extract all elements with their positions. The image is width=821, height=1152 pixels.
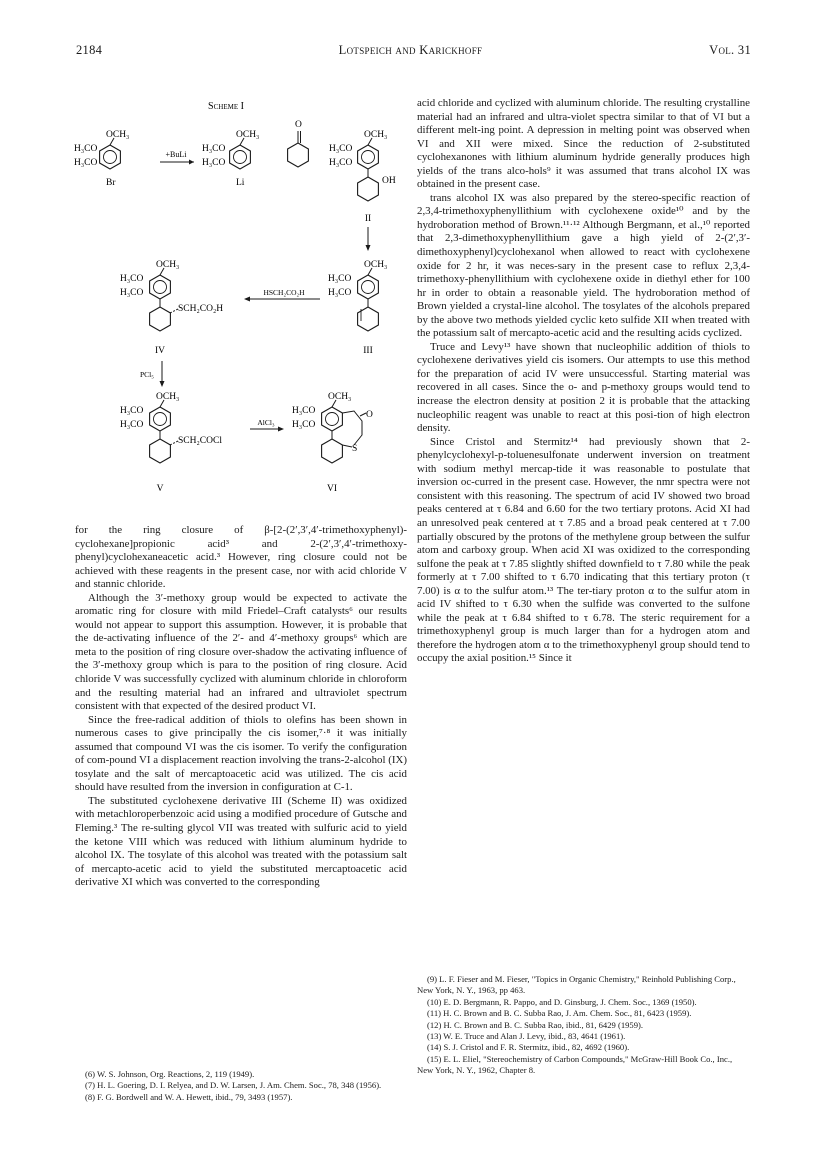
paragraph: Since Cristol and Stermitz¹⁴ had previously shown that 2-phenylcyclohexyl-p-toluenesulfonate underwent inversion on treatment with sodium methyl mercap-tide it was reasonable to postulate that inversion oc-curred in the present case. However, the nmr spectra were not consistent with this reasoning. The spectrum of acid IV showed two broad peaks centered at τ 6.84 and 6.60 for the two tertiary protons. Acid XI had an unresolved peak centered at τ 7.85 and a broad peak centered at τ 7.00 partially obscured by the protons of the methylene group between the sulfur atom and carboxy group. When acid XI was oxidized to the corresponding sulfone the peak at τ 7.85 slightly shifted downfield to τ 7.80 while the peak formerly at τ 7.00 shifted to τ 6.70 indicating that this tertiary proton (τ 7.00) is α to the sulfur atom.¹³ The ter-tiary proton α to the sulfur atom in acid IV shifted to τ 6.30 when the sulfide was converted to the sulfone while the peak at τ 6.84 shifted to τ 6.78. The steric requirement for a trimethoxyphenyl group is much larger than for a hydrogen atom and therefore the hydrogen atom α to the trimethoxyphenyl group should tend to occupy the axial position.¹⁵ Since it xyxy=(417,435,750,665)
running-head-authors: Lotspeich and Karickhoff xyxy=(338,43,483,57)
footnote: (15) E. L. Eliel, "Stereochemistry of Carbon Compounds," McGraw-Hill Book Co., Inc., New York, N. Y., 1962, Chapter 8. xyxy=(417,1053,733,1076)
left-column-text xyxy=(75,524,407,890)
svg-text:OCH₃: OCH₃ xyxy=(106,130,130,140)
svg-text:SCH₂CO₂H: SCH₂CO₂H xyxy=(178,304,224,314)
footnote: (8) F. G. Bordwell and W. A. Hewett, ibid., 79, 3493 (1957). xyxy=(85,1091,293,1102)
svg-text:Li: Li xyxy=(236,178,245,188)
svg-text:OCH₃: OCH₃ xyxy=(236,130,260,140)
svg-text:AlCl₃: AlCl₃ xyxy=(257,418,275,427)
footnote: (11) H. C. Brown and B. C. Subba Rao, J. Am. Chem. Soc., 81, 6423 (1959). xyxy=(427,1008,692,1019)
footnotes-left xyxy=(75,1069,407,1103)
svg-text:H₃CO: H₃CO xyxy=(328,274,352,284)
paragraph: acid chloride and cyclized with aluminum chloride. The resulting crystalline material had an infrared and ultra-violet spectra similar to that of VI but a different melt-ing point. A depression in melting point was observed when VI and XII were mixed. Since the reduction of 2-substituted cyclohexanones with lithium aluminum hydride generally produces high yields of the trans alco-hols⁹ it was assumed that trans alcohol IX was obtained in the present case. xyxy=(417,97,750,191)
svg-text:H₃CO: H₃CO xyxy=(120,288,144,298)
footnotes-right xyxy=(417,974,750,1077)
svg-text:H₃CO: H₃CO xyxy=(74,158,98,168)
footnote: (10) E. D. Bergmann, R. Pappo, and D. Ginsburg, J. Chem. Soc., 1369 (1950). xyxy=(427,996,697,1007)
scheme-figure xyxy=(70,95,415,515)
compound-label-vi: VI xyxy=(326,484,338,494)
paragraph: The substituted cyclohexene derivative III (Scheme II) was oxidized with metachloroperbenzoic acid using a modified procedure of Gutsche and Fleming.³ The re-sulting glycol VII was treated with sulfuric acid to yield the ketone VIII which was reduced with lithium aluminum hydride to alcohol IX. The tosylate of this alcohol was treated with the potassium salt of mercapto-acetic acid to yield the substituted mercaptoacetic acid derivative XI which was converted to the corresponding xyxy=(75,794,407,889)
svg-text:PCl₅: PCl₅ xyxy=(140,370,154,379)
svg-text:O: O xyxy=(366,410,373,420)
svg-text:H₃CO: H₃CO xyxy=(292,420,316,430)
footnote: (14) S. J. Cristol and F. R. Stermitz, ibid., 82, 4692 (1960). xyxy=(427,1042,630,1053)
paragraph: trans alcohol IX was also prepared by the stereo-specific reaction of 2,3,4-trimethoxyphenyllithium with cyclohexene oxide¹⁰ and by the hydroboration method of Brown.¹¹·¹² Although Bergmann, et al.,¹⁰ reported that 2,3-dimethoxyphenyllithium gave a high yield of 2-(2′,3′-dimethoxyphenyl)cyclohexanol when allowed to react with cyclohexene oxide for 2 hr, it was neces-sary in the present case to reflux 2,3,4-trimethoxy-phenyllithium with cyclohexene oxide in diethyl ether for 100 hr in order to obtain a reasonable yield. The hydroboration method of Brown yielded a crystal-line alcohol. The tosylates of the alcohols prepared by the above two methods yielded cyclic keto sulfide XII when treated with the potassium salt of mercapto-acetic acid and the resulting acids cyclized. xyxy=(417,191,750,340)
footnote: (9) L. F. Fieser and M. Fieser, "Topics in Organic Chemistry," Reinhold Publishing Corp., New York, N. Y., 1963, pp 463. xyxy=(417,974,736,996)
svg-text:O: O xyxy=(295,120,302,130)
svg-text:H₃CO: H₃CO xyxy=(120,420,144,430)
svg-text:OH: OH xyxy=(382,176,396,186)
svg-text:OCH₃: OCH₃ xyxy=(328,392,352,402)
svg-text:OCH₃: OCH₃ xyxy=(364,260,388,270)
compound-label-iii: III xyxy=(363,346,373,356)
paragraph: Truce and Levy¹³ have shown that nucleophilic addition of thiols to cyclohexene derivatives yield cis isomers. Our attempts to use this method for the preparation of acid IV were unsuccessful. Starting material was recovered in all cases. Since the o- and p-methoxy groups would tend to increase the electron density at position 2 it is probable that the attacking nucleophilic reagent was unable to react at this posi-tion of high electron density. xyxy=(417,340,750,435)
scheme-title: Scheme I xyxy=(208,101,244,112)
svg-text:H₃CO: H₃CO xyxy=(329,158,353,168)
footnote: (6) W. S. Johnson, Org. Reactions, 2, 119 (1949). xyxy=(85,1069,255,1079)
compound-label-ii: II xyxy=(364,214,372,224)
svg-text:H₃CO: H₃CO xyxy=(202,144,226,154)
svg-text:H₃CO: H₃CO xyxy=(120,274,144,284)
svg-text:+BuLi: +BuLi xyxy=(165,150,187,159)
svg-text:SCH₂COCl: SCH₂COCl xyxy=(178,436,222,446)
footnote: (13) W. E. Truce and Alan J. Levy, ibid., 83, 4641 (1961). xyxy=(427,1031,626,1042)
footnote: (12) H. C. Brown and B. C. Subba Rao, ibid., 81, 6429 (1959). xyxy=(427,1019,644,1030)
svg-text:S: S xyxy=(352,444,358,454)
svg-text:H₃CO: H₃CO xyxy=(120,406,144,416)
paragraph: Although the 3′-methoxy group would be expected to activate the aromatic ring for closure with mild Friedel–Craft catalysts⁶ our results would not appear to support this assumption. However, it is probable that the de-activating influence of the 2′- and 4′-methoxy groups⁶ which are meta to the position of ring closure over-shadow the activating influence of the 3′-methoxy group which is para to the position of ring closure. Acid chloride V was successfully cyclized with aluminum chloride in chloroform and the resulting material had an infrared and ultraviolet spectrum consistent with that expected of the desired product VI. xyxy=(75,591,407,713)
svg-text:OCH₃: OCH₃ xyxy=(364,130,388,140)
compound-label-iv: IV xyxy=(154,346,166,356)
svg-text:OCH₃: OCH₃ xyxy=(156,392,180,402)
svg-text:H₃CO: H₃CO xyxy=(329,144,353,154)
svg-text:H₃CO: H₃CO xyxy=(74,144,98,154)
compound-label-v: V xyxy=(156,484,164,494)
paragraph: Since the free-radical addition of thiols to olefins has been shown in numerous cases to give principally the cis isomer,⁷·⁸ it was initially assumed that compound VI was the cis isomer. To verify the configuration of com-pound VI a displacement reaction involving the trans-2-alcohol (IX) tosylate and the salt of mercaptoacetic acid was utilized. The cis acid should have resulted from the inversion in configuration at C-1. xyxy=(75,713,407,794)
page-number: 2184 xyxy=(76,43,103,57)
svg-text:HSCH₂CO₂H: HSCH₂CO₂H xyxy=(263,288,305,297)
svg-text:H₃CO: H₃CO xyxy=(328,288,352,298)
svg-text:Br: Br xyxy=(106,178,116,188)
svg-text:H₃CO: H₃CO xyxy=(292,406,316,416)
svg-text:OCH₃: OCH₃ xyxy=(156,260,180,270)
footnote: (7) H. L. Goering, D. I. Relyea, and D. W. Larsen, J. Am. Chem. Soc., 78, 348 (1956). xyxy=(85,1080,382,1091)
right-column-text xyxy=(417,97,750,666)
svg-text:H₃CO: H₃CO xyxy=(202,158,226,168)
paragraph: for the ring closure of β-[2-(2′,3′,4′-trimethoxyphenyl)-cyclohexane]propionic acid³ and 2-(2′,3′,4′-trimethoxy-phenyl)cyclohexaneacetic acid.³ However, ring closure could not be achieved with these reagents in the present case, nor with acid chloride V and stannic chloride. xyxy=(75,524,407,591)
volume-label: Vol. 31 xyxy=(709,43,751,57)
